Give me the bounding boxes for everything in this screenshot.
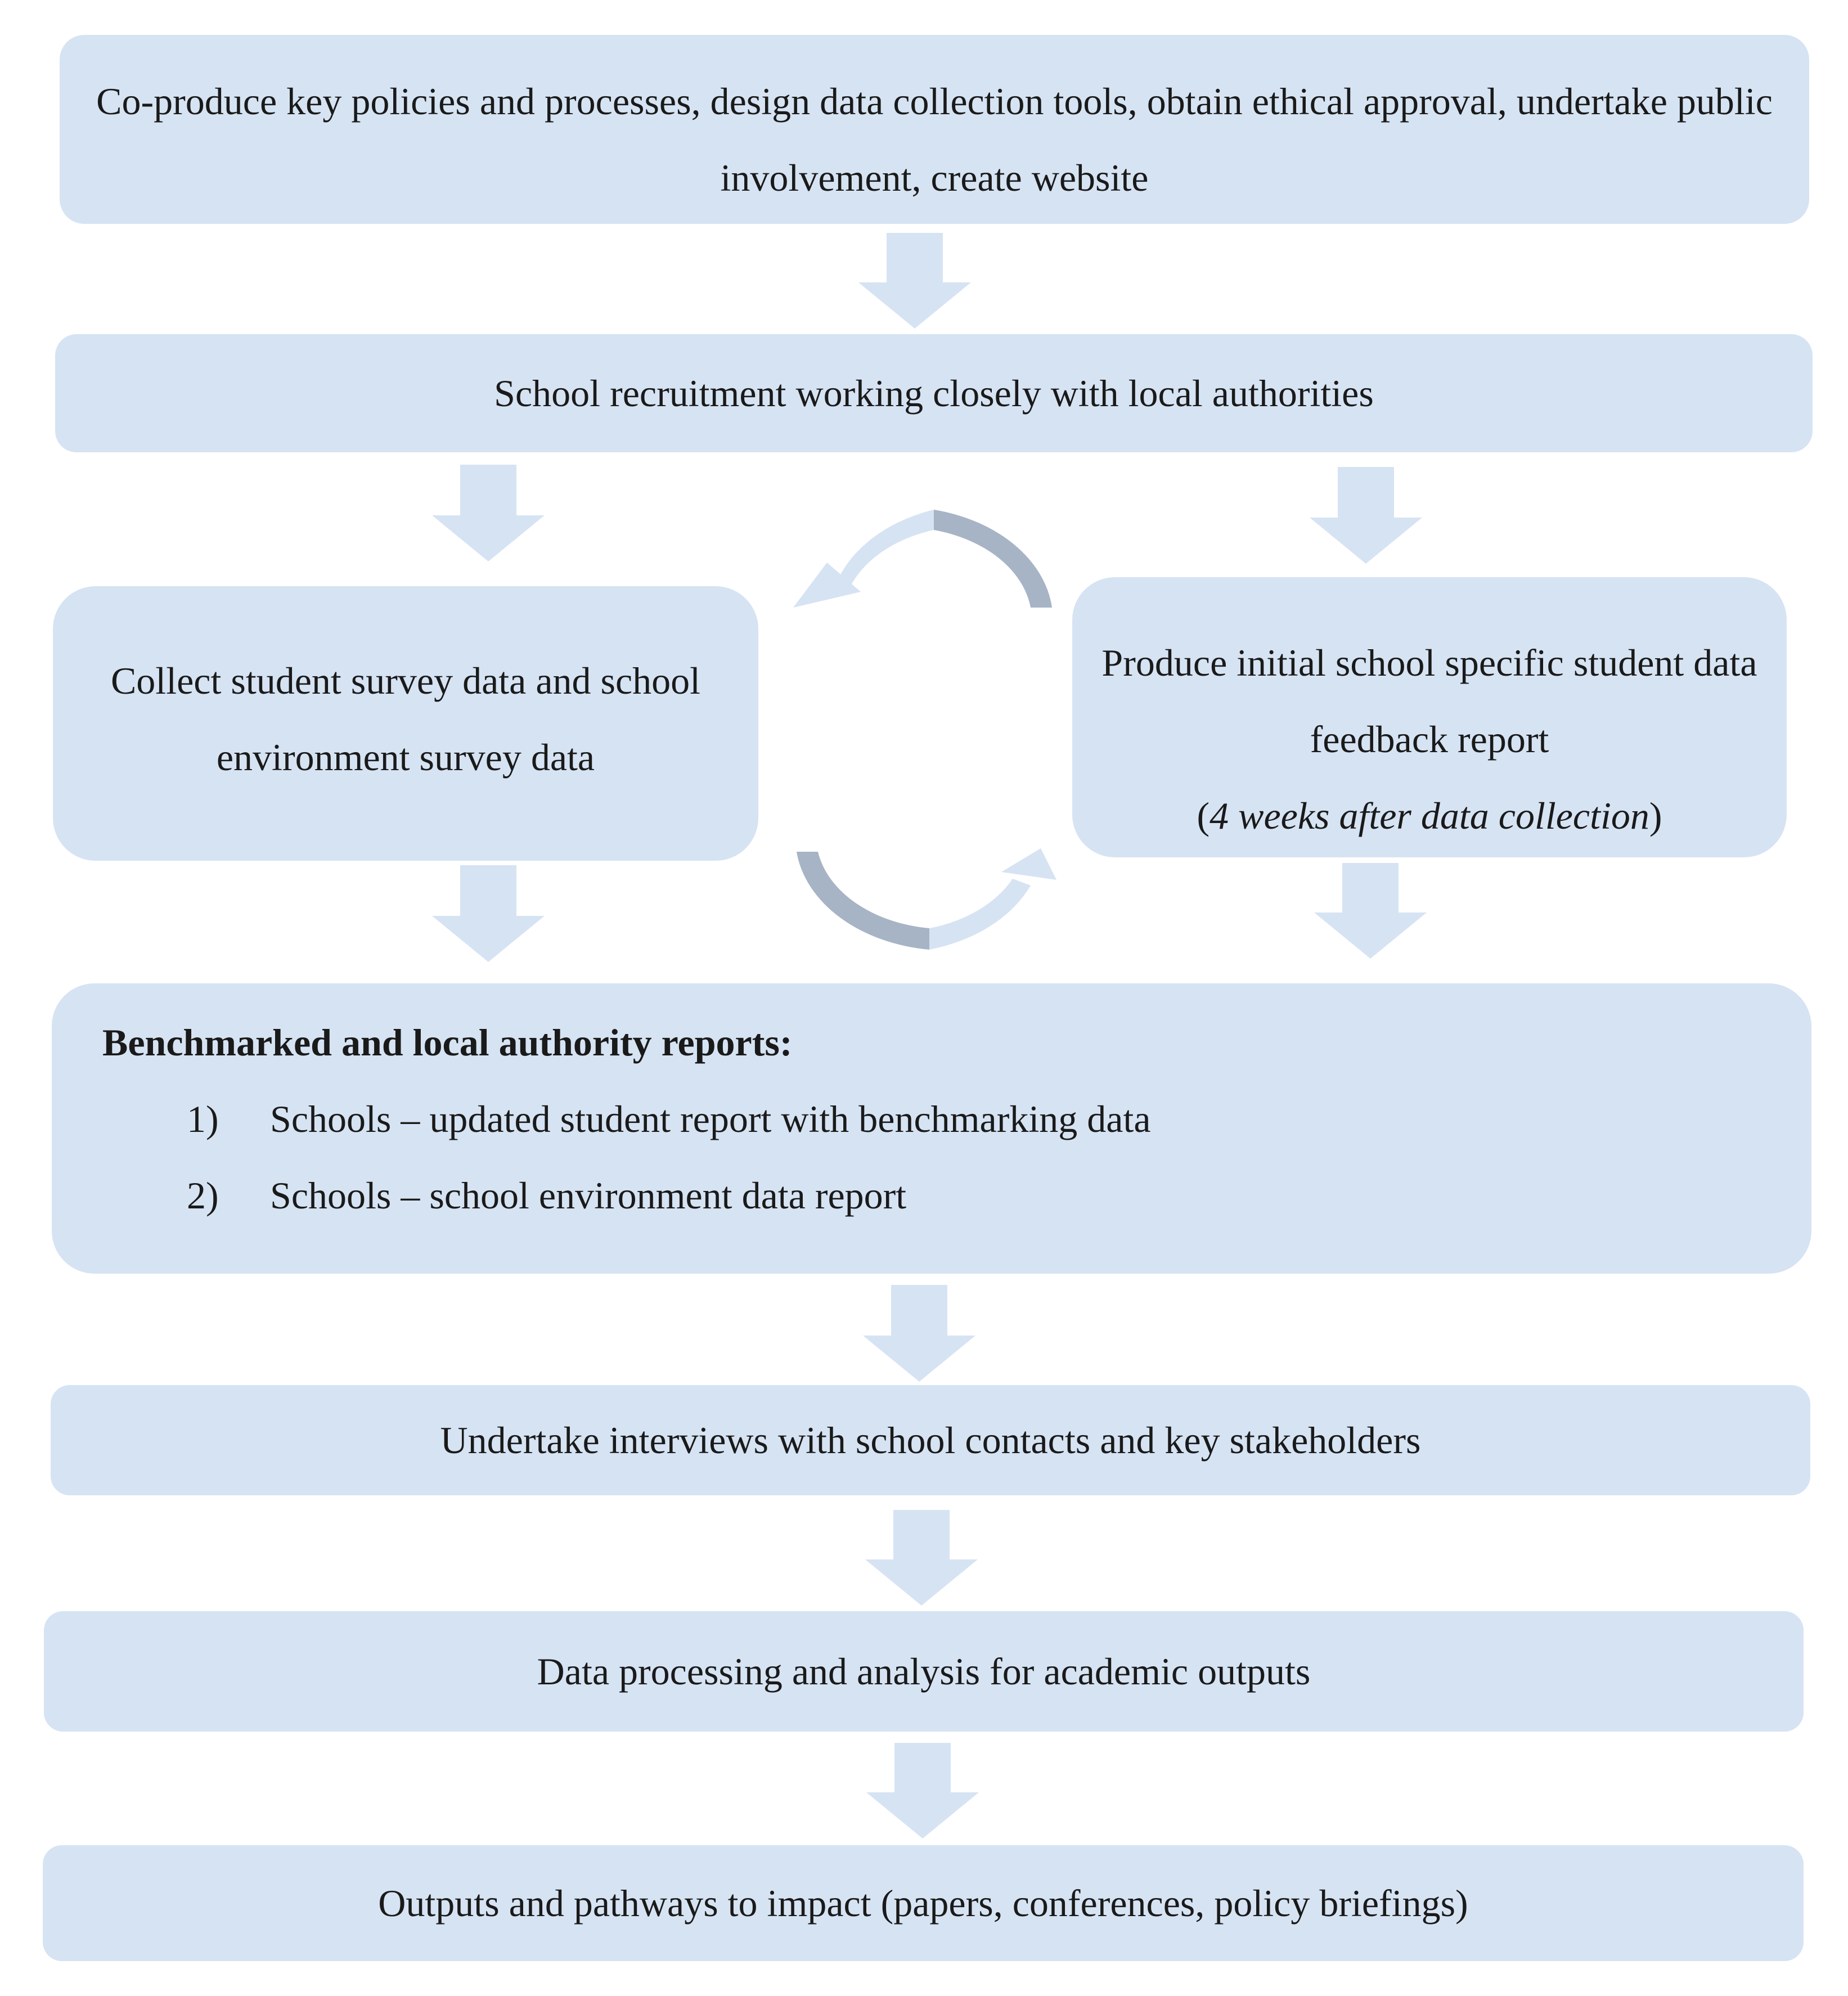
list-text: Schools – school environment data report <box>270 1174 907 1217</box>
down-arrow-icon <box>865 1510 978 1606</box>
step-text-recruitment: School recruitment working closely with local authorities <box>494 372 1374 415</box>
list-number: 2) <box>187 1174 219 1217</box>
feedback-report-main: Produce initial school specific student data feedback report <box>1101 641 1757 761</box>
down-arrow-icon <box>858 233 971 329</box>
down-arrow-icon <box>1314 863 1427 959</box>
down-arrow-icon <box>432 465 545 561</box>
list-text: Schools – updated student report with benchmarking data <box>270 1098 1151 1140</box>
step-text-coproduce: Co-produce key policies and processes, design data collection tools, obtain ethical approval, undertake public involvement, create website <box>96 80 1773 199</box>
down-arrow-icon <box>863 1285 975 1382</box>
step-text-outputs: Outputs and pathways to impact (papers, conferences, policy briefings) <box>378 1882 1468 1925</box>
benchmarked-reports-heading: Benchmarked and local authority reports: <box>102 1021 793 1064</box>
down-arrow-icon <box>432 865 545 962</box>
step-text-collect-data: Collect student survey data and school environment survey data <box>110 659 701 779</box>
down-arrow-icon <box>1310 467 1422 564</box>
down-arrow-icon <box>866 1743 979 1838</box>
list-number: 1) <box>187 1098 219 1140</box>
step-text-data-processing: Data processing and analysis for academic outputs <box>537 1650 1311 1693</box>
step-text-interviews: Undertake interviews with school contacts and key stakeholders <box>440 1419 1421 1462</box>
cycle-arrows-icon <box>793 510 1056 950</box>
feedback-report-note: (4 weeks after data collection) <box>1197 794 1662 837</box>
